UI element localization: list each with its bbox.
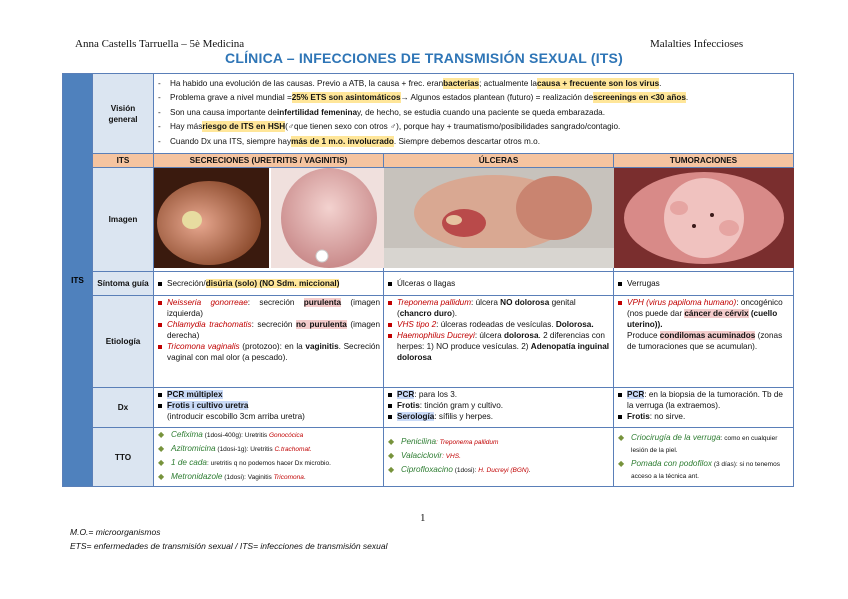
row-label-dx: Dx	[93, 388, 154, 428]
vision-line-3: - Son una causa importante de infertilidad femenina y, de hecho, se estudia cuando una paciente se queda embarazada.	[158, 107, 605, 117]
image-tumoraciones-cell	[614, 168, 794, 272]
ulceras-image	[384, 168, 614, 268]
footnote-mo: M.O.= microorganismos	[70, 527, 161, 537]
page-title: CLÍNICA – INFECCIONES DE TRANSMISIÓN SEXUAL (ITS)	[225, 50, 623, 66]
sintoma-secreciones: Secreción/disúria (solo) (NO Sdm. miccional)	[154, 272, 384, 296]
etiologia-secreciones: Neisseria gonorreae: secreción purulenta (imagen izquierda) Chlamydia trachomatis: secreción no purulenta (imagen derecha) Tricomona vaginalis (protozoo): en la vaginitis. Secreción vaginal con mal olor (a pescado).	[154, 296, 384, 388]
page-number: 1	[420, 512, 426, 524]
sintoma-ulceras: Úlceras o llagas	[384, 272, 614, 296]
footnote-ets: ETS= enfermedades de transmisión sexual / ITS= infecciones de transmisión sexual	[70, 541, 388, 551]
col-header-secreciones: SECRECIONES (URETRITIS / VAGINITIS)	[154, 154, 384, 168]
header-subject: Malalties Infeccioses	[650, 38, 744, 50]
row-label-imagen: Imagen	[93, 168, 154, 272]
row-label-sintoma: Síntoma guía	[93, 272, 154, 296]
tumoraciones-image	[614, 168, 794, 268]
tto-ulceras: ◆ Penicilina: Treponema pallidum ◆ Valaciclovir: VHS. ◆ Ciprofloxacino (1dosi): H. Ducreyi (BGN).	[384, 428, 614, 487]
vision-line-2: - Problema grave a nivel mundial = 25% ETS son asintomáticos → Algunos estados plantean (futuro) = realización de screenings en <30 años .	[158, 93, 689, 103]
vision-line-5: - Cuando Dx una ITS, siempre hay más de 1 m.o. involucrado . Siempre debemos descartar otros m.o.	[158, 136, 540, 146]
image-secreciones-cell	[154, 168, 384, 272]
its-table	[62, 73, 794, 487]
col-header-tumoraciones: TUMORACIONES	[614, 154, 794, 168]
etiologia-tumoraciones: VPH (virus papiloma humano): oncogénico (nos puede dar cáncer de cérvix (cuello uterino)). Produce condilomas acuminados (zonas de tumoraciones que se acumulan).	[614, 296, 794, 388]
tto-secreciones: ◆ Cefixima (1dosi-400g): Uretritis Gonocócica ◆ Azitromicina (1dosi-1g): Uretritis C.trachomat. ◆ 1 de cada: uretritis q no podemos hacer Dx microbio. ◆ Metronidazole (1dosi): Vaginitis Tricomona.	[154, 428, 384, 487]
image-ulceras-cell	[384, 168, 614, 272]
side-label: ITS	[63, 74, 93, 487]
col-header-its: ITS	[93, 154, 154, 168]
tto-tumoraciones: ◆ Criocirugía de la verruga: como en cualquier lesión de la piel. ◆ Pomada con podofilox (3 días): si no tenemos acceso a la técnica ant.	[614, 428, 794, 487]
dx-secreciones: PCR múltiplex Frotis i cultivo uretra (introducir escobillo 3cm arriba uretra)	[154, 388, 384, 428]
sintoma-tumoraciones: Verrugas	[614, 272, 794, 296]
vision-line-1: - Ha habido una evolución de las causas. Previo a ATB, la causa + frec. eran bacterias ; actualmente la causa + frecuente son los virus .	[158, 78, 662, 88]
etiologia-ulceras: Treponema pallidum: úlcera NO dolorosa genital (chancro duro). VHS tipo 2: úlceras rodeadas de vesículas. Dolorosa. Haemophilus Ducreyi: úlcera dolorosa. 2 diferencias con herpes: 1) NO produce vesículas. 2) Adenopatía inguinal dolorosa	[384, 296, 614, 388]
header-author: Anna Castells Tarruella – 5è Medicina	[75, 38, 245, 50]
row-label-tto: TTO	[93, 428, 154, 487]
dx-tumoraciones: PCR: en la biopsia de la tumoración. Tb de la verruga (la extraemos). Frotis: no sirve.	[614, 388, 794, 428]
col-header-ulceras: ÚLCERAS	[384, 154, 614, 168]
dx-ulceras: PCR: para los 3. Frotis: tinción gram y cultivo. Serología: sífilis y herpes.	[384, 388, 614, 428]
secreciones-image	[154, 168, 384, 268]
vision-general-cell	[154, 74, 794, 154]
row-label-etiologia: Etiología	[93, 296, 154, 388]
vision-line-4: - Hay más riesgo de ITS en HSH (♂que tienen sexo con otros ♂), porque hay + traumatismo/posibilidades sangrado/contagio.	[158, 122, 621, 132]
row-label-vision: Visión general	[93, 74, 154, 154]
